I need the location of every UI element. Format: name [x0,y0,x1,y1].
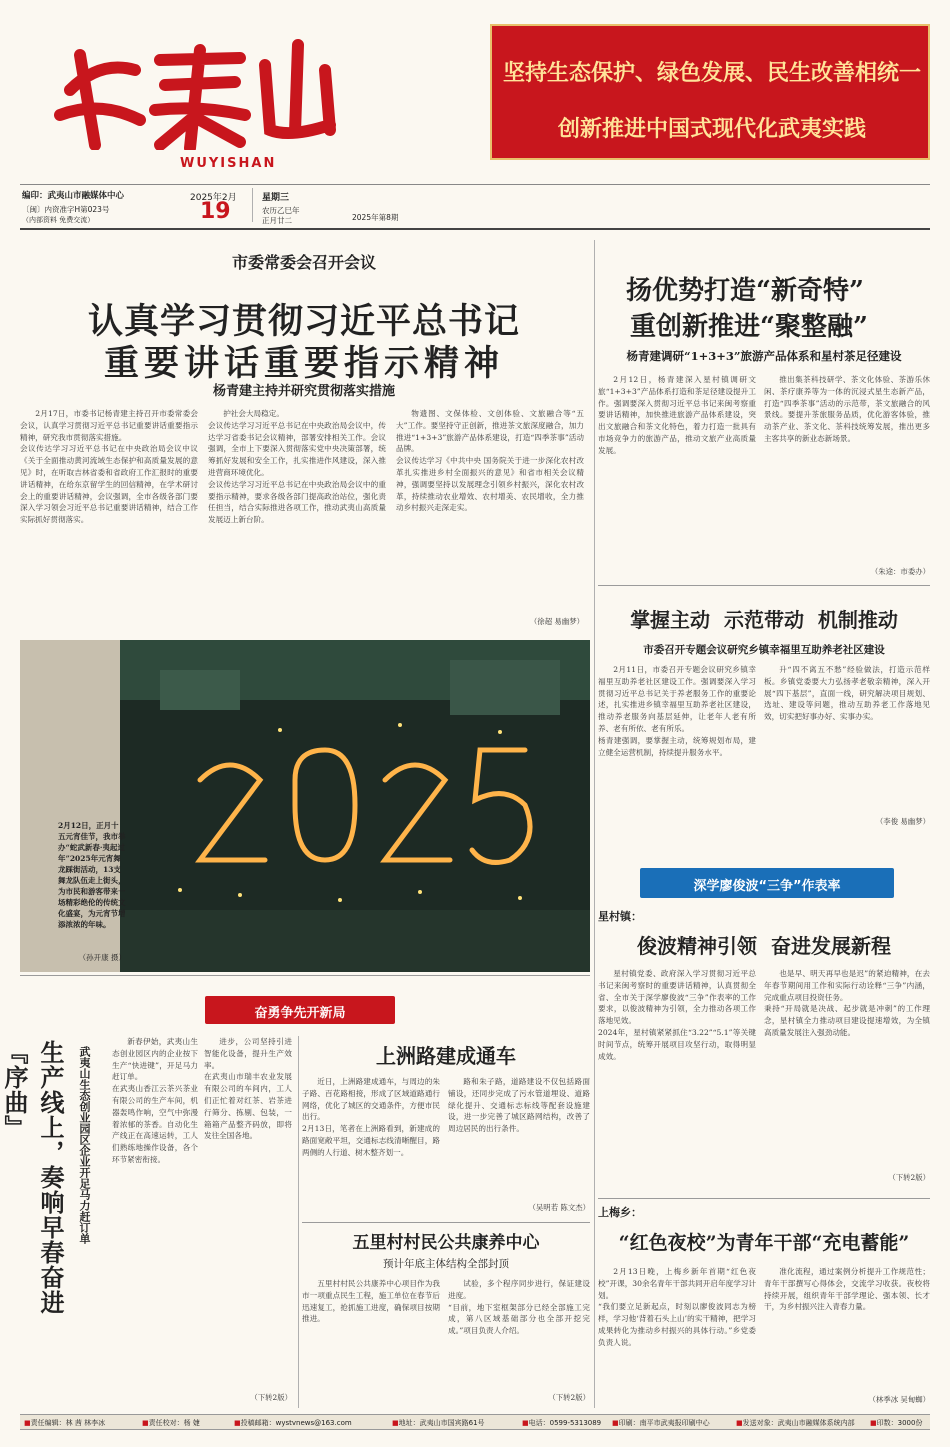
footer-recipients-text: 发送对象：武夷山市融媒体系统内部 [742,1419,855,1427]
struggle-banner-label: 奋勇争先开新局 [254,1006,346,1021]
masthead [0,0,950,225]
footer-item-recipients: ■发送对象：武夷山市融媒体系统内部 [736,1419,855,1427]
dragon-dance-photo [20,640,590,972]
three-contest-banner-label: 深学廖俊波“三争”作表率 [693,879,841,894]
wuli-title: 五里村村民公共康养中心 [352,1233,540,1253]
footer-printer-text: 印刷：南平市武夷报印刷中心 [618,1419,710,1427]
wuli-subtitle: 预计年底主体结构全部封顶 [383,1258,509,1270]
elderly-credit: （李俊 易幽梦） [875,817,930,826]
struggle-credit: （下转2版） [250,1393,292,1402]
xingcun-credit: （下转2版） [888,1173,930,1182]
lunar-year: 农历乙巳年 [262,206,300,215]
xingcun-article [598,906,930,1196]
xingcun-col-2: 也是早、明天再早也是迟”的紧迫精神，在去年春节期间用工作和实际行动诠释“三争”内涵，完成重点项目投资任务。 秉持“开局就是决战、起步就是冲刺”的工作理念，星村镇全力推动项目建设提速增效，为全镇高质量发展注入强劲动能。 [764,969,930,1037]
lead-article [20,240,588,640]
xingcun-town-label: 星村镇： [598,910,642,923]
wuli-col-1: 五里村村民公共康养中心项目作为我市一项重点民生工程，施工单位在春节后迅速复工，抢抓施工进度，确保项目按期推进。 [302,1279,440,1324]
road-credit: （吴明若 陈文杰） [528,1203,590,1212]
weekday: 星期三 [262,193,290,203]
wuli-col-2: 试验，多个程序同步进行，保证建设进度。 “目前，地下室框架部分已经全部施工完成，第八区域基础部分也全部开挖完成。”项目负责人介绍。 [448,1279,590,1336]
date-year-month: 2025年2月 [190,193,237,203]
issue-number: 2025年第8期 [352,213,399,222]
tourism-title-1: 扬优势打造“新奇特” [626,276,864,306]
shangmei-title: “红色夜校”为青年干部“充电蓄能” [618,1232,910,1254]
slogan-line-2: 创新推进中国式现代化武夷实践 [557,117,866,142]
photo-credit: （孙开康 摄） [78,953,126,962]
struggle-title-part-2: 『序曲』 [0,1040,29,1140]
tourism-col-1: 2月12日，杨青建深入星村镇调研文旅“1+3+3”产品体系打造和茶足径建设提升工作。强调要深入贯彻习近平总书记来闽考察重要讲话精神，加快推进旅游产品体系建设，突出文旅融合和茶文化特色，着力打造一批具有市场竞争力的旅游产品，推动文旅产业高质量发展。 [598,375,756,455]
struggle-col-1: 新春伊始，武夷山生态创业园区内的企业按下生产“快进键”，开足马力赶订单。 在武夷山香江云茶兴茶业有限公司的生产车间，机器轰鸣作响，空气中弥漫着浓郁的茶香。自动化生产线正在高速运转，工人们熟练地操作设备，各个环节紧密衔接。 [112,1037,198,1164]
tourism-credit: （朱途：市委办） [870,567,930,576]
shangmei-col-1: 2月13日晚，上梅乡新年首期“红色夜校”开课，30余名青年干部共同开启年度学习计划。 “我们要立足新起点，时刻以廖俊波同志为榜样，学习他‘背着石头上山’的实干精神，把学习成果转化为推动乡村振兴的具体行动。”乡党委负责人说。 [598,1267,756,1347]
logo-pinyin: WUYISHAN [180,156,277,171]
footer-item-copies: ■印数：3000份 [870,1419,923,1427]
lead-credit: （徐超 易幽梦） [529,617,584,626]
xingcun-title: 俊波精神引领 奋进发展新程 [637,934,891,958]
lead-col-2: 护社会大局稳定。 会议传达学习习近平总书记在中央政治局会议中，传达学习省委书记会议精神，部署安排相关工作。会议强调，全市上下要深入贯彻落实党中央决策部署，统筹抓好发展和安全工作，扎实推进作风建设，深入推进营商环境优化。 会议传达学习习近平总书记在中央政治局会议中的重要指示精神，要求各级各部门提高政治站位，强化责任担当，结合实际推进各项工作，推动武夷山高质量发展迈上新台阶。 [208,409,386,525]
footer-item-editor: ■责任编辑：林 茜 林李冰 [24,1419,106,1427]
footer-address-text: 地址：武夷山市国宾路61号 [398,1419,485,1427]
tourism-title-2: 重创新推进“聚整融” [630,312,868,342]
lead-kicker: 市委常委会召开会议 [231,253,376,272]
elderly-col-2: 升“四不离五不愁”经验做法，打造示范样板。乡镇党委要大力弘扬孝老敬亲精神，深入开展“四下基层”，直面一线，研究解决项目规划、选址、建设等问题，推动互助养老工作落地见效，切实把好事办好、实事办实。 [764,665,930,722]
footer-item-phone: ■电话：0599-5313089 [522,1419,602,1427]
elderly-col-1: 2月11日，市委召开专题会议研究乡镇幸福里互助养老社区建设工作。强调要深入学习贯彻习近平总书记关于养老服务工作的重要论述，扎实推进乡镇幸福里互助养老社区建设，推动养老服务向基层延伸，让老年人老有所养、老有所依、老有所乐。 杨青建强调，要掌握主动，统筹规划布局，建立健全运营机制，持续提升服务水平。 [598,665,756,757]
struggle-article [0,1036,292,1408]
elderly-article [598,590,930,835]
permit-note: （内部资料 免费交流） [22,216,95,224]
three-contest-banner [640,868,894,898]
footer-copies-text: 印数：3000份 [876,1419,923,1427]
logo-brush-icon [40,30,340,150]
footer-proofreader-text: 责任校对：杨 婕 [148,1419,200,1427]
logo [40,30,340,150]
struggle-title-part-1: 生产线上，奏响早春奋进 [36,1040,65,1315]
lead-col-1: 2月17日，市委书记杨青建主持召开市委常委会会议，认真学习贯彻习近平总书记重要讲话重要指示精神，研究我市贯彻落实措施。 会议传达学习习近平总书记在中央政治局会议中议《关于全面推动黄河流域生态保护和高质量发展的意见》时，在听取吉林省委和省政府工作汇报时的重要讲话精神，在给东京留学生的回信精神，在学术研讨会上的重要讲话精神，会议强调，全市各级各部门要深入学习领会习近平总书记重要讲话精神，结合工作实际抓好贯彻落实。 [20,409,198,525]
footer-item-address: ■地址：武夷山市国宾路61号 [392,1419,485,1427]
slogan-line-1: 坚持生态保护、绿色发展、民生改善相统一 [502,61,921,86]
xingcun-col-1: 星村镇党委、政府深入学习贯彻习近平总书记来闽考察时的重要讲话精神，认真贯彻全省、全市关于深学廖俊波“三争”作表率的工作要求，以俊波精神为引领，全力推动各项工作落地见效。 2024年，星村镇紧紧抓住“3.22”“5.1”等关键时间节点，统筹开展项目攻坚行动，取得明显成效。 [598,969,756,1061]
lead-title-2: 重要讲话重要指示精神 [103,343,504,384]
road-col-1: 近日，上洲路建成通车，与周边的朱子路、百花路相接，形成了区域道路通行网络，优化了城区的交通条件，方便市民出行。 2月13日，笔者在上洲路看到，新建成的路面宽敞平坦，交通标志线清晰醒目，路两侧的人行道、树木整齐划一。 [302,1077,440,1157]
tourism-article [598,240,930,585]
tourism-col-2: 推出集茶科技研学、茶文化体验、茶游乐休闲、茶疗康养等为一体的沉浸式星生态新产品，打造“四季茶事”活动的示范带，茶文旅融合的风景线。要提升茶旅服务品质，优化游客体验，推动茶产业、茶文化、茶科技统筹发展，推出更多主客共享的新业态新场景。 [764,375,930,443]
lead-title-1: 认真学习贯彻习近平总书记 [87,301,520,342]
footer-email-text: 投稿邮箱：wystvnews@163.com [240,1419,352,1427]
photo-image [120,640,590,972]
elderly-title: 掌握主动 示范带动 机制推动 [630,608,898,632]
footer-item-proofreader: ■责任校对：杨 婕 [142,1419,200,1427]
lunar-day: 正月廿二 [262,216,292,225]
shangmei-credit: （林季冰 吴甸蜘） [868,1395,930,1404]
slogan-box [490,24,930,160]
wuli-article [302,1226,590,1408]
shangmei-article [598,1202,930,1408]
struggle-banner [205,996,395,1024]
footer-item-printer: ■印刷：南平市武夷报印刷中心 [612,1419,710,1427]
shangmei-col-2: 准化流程，通过案例分析提升工作规范性；青年干部撰写心得体会，交流学习收获。夜校将持续开展，组织青年干部学理论、强本领、长才干，为乡村振兴注入青春力量。 [764,1267,930,1312]
lead-col-3: 物遗图、文保体检、文创体验、文旅融合等“五大”工作。要坚持守正创新，推进茶文旅深度融合，加力推进“1+3+3”旅游产品体系建设，打造“四季茶事”活动品牌。 会议传达学习《中共中央 国务院关于进一步深化农村改革扎实推进乡村全面振兴的意见》和省市相关会议精神，强调要坚持以发展理念引领乡村振兴，深化农村改革，持续推动农业增效、农村增美、农民增收，全力推动乡村振兴走深走实。 [396,409,584,513]
struggle-vertical-subtitle: 武夷山生态创业园区企业开足马力赶订单 [78,1046,91,1244]
footer-editor-text: 责任编辑：林 茜 林李冰 [30,1419,106,1427]
photo-caption: 2月12日，正月十五元宵佳节，我市举办“蛇武新春·夷起过年”2025年元宵舞龙踩街活动，13支舞龙队伍走上街头，为市民和游客带来一场精彩绝伦的传统文化盛宴，为元宵节增添浓浓的年味。 [58,821,126,929]
tourism-subtitle: 杨青建调研“1+3+3”旅游产品体系和星村茶足径建设 [626,349,902,363]
struggle-vertical-title [0,1040,68,1340]
road-title: 上洲路建成通车 [376,1044,516,1068]
footer-bar [20,1414,930,1430]
shangmei-town-label: 上梅乡： [598,1206,642,1219]
elderly-subtitle: 市委召开专题会议研究乡镇幸福里互助养老社区建设 [643,644,885,656]
footer-item-email: ■投稿邮箱：wystvnews@163.com [234,1419,352,1427]
footer-phone-text: 电话：0599-5313089 [528,1419,602,1427]
permit: 〔闽〕内资准字H第023号 [22,205,110,214]
struggle-col-2: 进步，公司坚持引进智能化设备，提升生产效率。 在武夷山市瑞丰农业发展有限公司的车间内，工人们正忙着对红茶、岩茶进行筛分、拣剔、包装，一箱箱产品整齐码放，即将发往全国各地。 [204,1037,292,1141]
road-article [302,1036,590,1218]
wuli-credit: （下转2版） [548,1393,590,1402]
date-day: 19 [200,199,231,224]
lead-subtitle: 杨青建主持并研究贯彻落实措施 [212,384,395,399]
publisher: 编印：武夷山市融媒体中心 [22,191,125,201]
road-col-2: 路和朱子路，道路建设不仅包括路面铺设，还同步完成了污水管道埋设、道路绿化提升、交通标志标线等配套设施建设，进一步完善了城区路网结构，改善了周边居民的出行条件。 [448,1077,590,1134]
